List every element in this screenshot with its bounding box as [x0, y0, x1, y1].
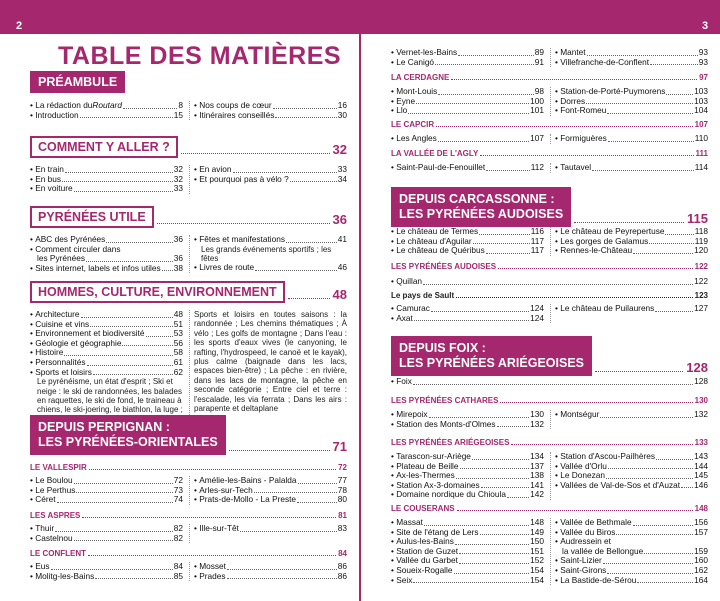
agly-items [391, 163, 708, 173]
toc-column [189, 476, 347, 505]
toc-item[interactable]: • Camurac 124 [391, 303, 544, 313]
toc-item[interactable]: • Massat 148 [391, 517, 544, 527]
toc-column [550, 227, 708, 256]
conflent-items [30, 562, 347, 581]
capcir-items [391, 134, 708, 144]
toc-item[interactable]: la vallée de Bellongue 159 [562, 545, 708, 556]
section-page: 128 [686, 360, 708, 375]
section-page: 48 [332, 287, 347, 302]
page-title: TABLE DES MATIÈRES [58, 42, 342, 70]
toc-note: Les grands événements sportifs ; les fêtes [201, 244, 332, 263]
toc-item[interactable]: • Castelnou 82 [30, 532, 183, 543]
toc-column [550, 134, 708, 144]
subsection-conflent[interactable]: LE CONFLENT 84 [30, 549, 347, 558]
carcassonne-items [391, 227, 708, 256]
toc-item[interactable]: • En voiture 33 [30, 183, 183, 194]
toc-item[interactable]: • Le château d'Aguilar 117 [391, 235, 544, 246]
toc-item[interactable]: • Audressein et [555, 536, 611, 547]
toc-column [189, 524, 347, 543]
left-page [0, 0, 359, 601]
aspres-items [30, 524, 347, 543]
subsection-audoises[interactable]: LES PYRÉNÉES AUDOISES 122 [391, 262, 708, 271]
audoises-items [391, 277, 708, 287]
toc-column [391, 163, 544, 173]
section-title: PYRÉNÉES UTILE [30, 206, 154, 228]
conflent-continued [391, 48, 708, 67]
toc-item[interactable]: les Pyrénées 36 [37, 253, 183, 264]
toc-item[interactable]: • Mirepoix 130 [391, 409, 544, 419]
toc-item[interactable]: • Villefranche-de-Conflent 93 [555, 56, 708, 67]
toc-column [550, 304, 708, 323]
toc-item[interactable]: • Le Canigó 91 [391, 56, 544, 67]
toc-column [550, 518, 708, 585]
vallespir-items [30, 476, 347, 505]
toc-item[interactable]: • Domaine nordique du Chioula 142 [391, 489, 544, 500]
toc-item[interactable]: • Le Perthus 73 [30, 484, 183, 495]
toc-item[interactable]: • Sites internet, labels et infos utiles 38 [30, 262, 183, 273]
toc-column [30, 235, 183, 273]
toc-item[interactable]: • Les Angles 107 [391, 133, 544, 143]
section-perpignan [30, 415, 347, 455]
toc-column [550, 48, 708, 67]
foix-items [391, 377, 708, 387]
toc-column [189, 101, 347, 120]
toc-item[interactable]: • Le château de Puilaurens 127 [555, 303, 708, 313]
top-bar [0, 0, 359, 34]
toc-item[interactable]: • En bus 32 [30, 173, 183, 184]
section-title: PRÉAMBULE [30, 71, 125, 93]
toc-item[interactable]: • Nos coups de cœur 16 [194, 100, 347, 110]
toc-item[interactable]: • Le Boulou 72 [30, 475, 183, 485]
section-title: DEPUIS PERPIGNAN : LES PYRÉNÉES-ORIENTALES [30, 415, 226, 455]
toc-item[interactable]: • Station Ax-3-domaines 141 [391, 479, 544, 490]
toc-item[interactable]: • Les gorges de Galamus 119 [555, 235, 708, 246]
toc-item[interactable]: • Montségur 132 [555, 409, 708, 419]
toc-item[interactable]: • Cuisine et vins 51 [30, 318, 183, 329]
toc-item[interactable]: • Seix 154 [391, 574, 544, 585]
toc-column [391, 277, 708, 287]
toc-item[interactable]: • Céret 74 [30, 494, 183, 505]
subsection-cerdagne[interactable]: LA CERDAGNE 97 [391, 73, 708, 82]
toc-item[interactable]: • Vallée du Garbet 152 [391, 555, 544, 566]
toc-item[interactable]: • Quillan 122 [391, 276, 708, 286]
toc-column [550, 87, 708, 116]
toc-item[interactable]: • Molitg-les-Bains 85 [30, 570, 183, 581]
toc-item[interactable]: • Plateau de Beille 137 [391, 460, 544, 471]
toc-item[interactable]: • Soueix-Rogalle 154 [391, 564, 544, 575]
toc-item[interactable]: • ABC des Pyrénées 36 [30, 234, 183, 244]
subsection-capcir[interactable]: LE CAPCIR 107 [391, 120, 708, 129]
toc-item[interactable]: • Eus 84 [30, 561, 183, 571]
toc-item[interactable]: • Saint-Girons 162 [555, 564, 708, 575]
toc-item[interactable]: • Vallées de Val-de-Sos et d'Auzat 146 [555, 479, 708, 490]
right-content [361, 34, 712, 592]
section-foix [391, 336, 708, 376]
toc-note: Le pyrénéisme, un état d'esprit ; Ski et neige : le ski de randonnées, les balades en raquettes, le ski de fond, le traineau à chiens, le ski-joering, le biathlon, la luge ; [37, 377, 183, 415]
section-carcassonne [391, 187, 708, 227]
toc-item[interactable]: • Livres de route 46 [194, 262, 347, 273]
toc-item[interactable]: • Le château de Quéribus 117 [391, 245, 544, 256]
left-content [8, 34, 359, 592]
toc-item[interactable]: • Fêtes et manifestations 41 [194, 234, 347, 244]
toc-column [550, 452, 708, 500]
toc-note: Sports et loisirs en toutes saisons : la randonnée ; Les chemins thématiques ; À vélo ; Les golfs de montagne ; Dans l'eau : les sports d'eaux vives (le canyoning, le rafting, l'hydrospeed, le canoë et le kayak), plus calme (baignade dans les lacs, espaces bien-être) ; La pêche : en rivière, dans les lacs de montagne, la pêche en seconde catégorie ; Entre ciel et terre : l'escalade, les via ferrata ; Dans les airs : parapente et deltaplane [194, 310, 347, 414]
toc-item[interactable]: • Prades 86 [194, 570, 347, 581]
toc-item[interactable]: • Formiguères 110 [555, 133, 708, 143]
toc-item[interactable]: • Amélie-les-Bains - Palalda 77 [194, 475, 347, 485]
toc-item[interactable]: • Font-Romeu 104 [555, 105, 708, 116]
toc-item[interactable]: • Rennes-le-Château 120 [555, 245, 708, 256]
subsection-couserans[interactable]: LE COUSERANS 148 [391, 504, 708, 513]
cerdagne-items [391, 87, 708, 116]
subsection-cathares[interactable]: LES PYRÉNÉES CATHARES 130 [391, 396, 708, 405]
toc-column [550, 410, 708, 429]
toc-item[interactable]: • Saint-Paul-de-Fenouillet 112 [391, 162, 544, 172]
couserans-items [391, 518, 708, 585]
toc-item[interactable]: • Eyne 100 [391, 95, 544, 106]
toc-item[interactable]: • Dorres 103 [555, 95, 708, 106]
toc-item[interactable]: • La Bastide-de-Sérou 164 [555, 574, 708, 585]
toc-column [30, 310, 183, 415]
toc-item[interactable]: • Mantet 93 [555, 47, 708, 57]
toc-item[interactable]: • Environnement et biodiversité 53 [30, 328, 183, 339]
toc-item[interactable]: • Architecture 48 [30, 309, 183, 319]
toc-item[interactable]: • Sports et loisirs 62 [30, 366, 183, 377]
toc-item[interactable]: • Vallée du Biros 157 [555, 526, 708, 537]
toc-column [189, 310, 347, 415]
toc-item[interactable]: • Ille-sur-Têt 83 [194, 523, 347, 533]
toc-column [391, 134, 544, 144]
toc-column [391, 227, 544, 256]
section-preambule [30, 71, 347, 120]
toc-column [189, 562, 347, 581]
toc-item[interactable]: • En avion 33 [194, 164, 347, 174]
toc-item[interactable]: • Vallée d'Orlu 144 [555, 460, 708, 471]
page-number: 2 [8, 18, 30, 34]
toc-item[interactable]: • Itinéraires conseillés 30 [194, 109, 347, 120]
toc-item[interactable]: • Vernet-les-Bains 89 [391, 47, 544, 57]
toc-item[interactable]: • Mosset 86 [194, 561, 347, 571]
toc-column [189, 165, 347, 194]
ariegeoises-items [391, 452, 708, 500]
section-hommes [30, 281, 347, 415]
subsection-vallespir[interactable]: LE VALLESPIR 72 [30, 463, 347, 472]
toc-column [550, 163, 708, 173]
section-comment-y-aller [30, 136, 347, 194]
subsection-aspres[interactable]: LES ASPRES 81 [30, 511, 347, 520]
right-page [361, 0, 720, 601]
toc-column [391, 87, 544, 116]
toc-item[interactable]: • Thuir 82 [30, 523, 183, 533]
toc-column [30, 562, 183, 581]
toc-item[interactable]: • Le château de Termes 116 [391, 226, 544, 236]
running-head: TABLE DES MATIÈRES [563, 19, 688, 31]
section-page: 71 [332, 439, 347, 454]
toc-item[interactable]: • Station des Monts-d'Olmes 132 [391, 418, 544, 429]
toc-item[interactable]: • Site de l'étang de Lers 149 [391, 526, 544, 537]
toc-column [391, 452, 544, 500]
toc-column [189, 235, 347, 273]
toc-column [30, 165, 183, 194]
toc-item[interactable]: • Mont-Louis 98 [391, 86, 544, 96]
toc-column [30, 524, 183, 543]
toc-item[interactable]: • Station-de-Porté-Puymorens 103 [555, 86, 708, 96]
section-title: COMMENT Y ALLER ? [30, 136, 178, 158]
toc-item[interactable]: • Axat 124 [391, 312, 544, 323]
toc-item[interactable]: • Prats-de-Mollo - La Preste 80 [194, 494, 347, 505]
subsection-ariegeoises[interactable]: LES PYRÉNÉES ARIÉGEOISES 133 [391, 438, 708, 447]
toc-item[interactable]: • Comment circuler dans [30, 243, 121, 254]
toc-column [391, 377, 708, 387]
toc-item[interactable]: • Aulus-les-Bains 150 [391, 536, 544, 547]
toc-item[interactable]: • Géologie et géographie 56 [30, 337, 183, 348]
section-pyrenees-utile [30, 206, 347, 273]
toc-item[interactable]: • La rédaction du Routard 8 [30, 100, 183, 110]
toc-item[interactable]: • Tautavel 114 [555, 162, 708, 172]
toc-column [30, 101, 183, 120]
page-number: 3 [694, 18, 716, 34]
toc-item[interactable]: • Histoire 58 [30, 347, 183, 358]
toc-item[interactable]: • Tarascon-sur-Ariège 134 [391, 451, 544, 461]
section-page: 32 [332, 142, 347, 157]
toc-item[interactable]: • Et pourquoi pas à vélo ? 34 [194, 173, 347, 184]
subsection-agly[interactable]: LA VALLÉE DE L'AGLY 111 [391, 149, 708, 158]
toc-item[interactable]: • Le Donezan 145 [555, 470, 708, 481]
toc-item[interactable]: • Introduction 15 [30, 109, 183, 120]
toc-item[interactable]: • Personnalités 61 [30, 356, 183, 367]
toc-column [30, 476, 183, 505]
section-title: DEPUIS CARCASSONNE : LES PYRÉNÉES AUDOISES [391, 187, 571, 227]
toc-item[interactable]: • Station d'Ascou-Pailhères 143 [555, 451, 708, 461]
section-page: 36 [332, 212, 347, 227]
toc-item[interactable]: • Ax-les-Thermes 138 [391, 470, 544, 481]
subsection-sault[interactable]: Le pays de Sault 123 [391, 291, 708, 300]
toc-item[interactable]: • Vallée de Bethmale 156 [555, 517, 708, 527]
section-page: 115 [687, 211, 708, 226]
toc-column [391, 304, 544, 323]
toc-item[interactable]: • Le château de Peyrepertuse 118 [555, 226, 708, 236]
section-title: DEPUIS FOIX : LES PYRÉNÉES ARIÉGEOISES [391, 336, 592, 376]
toc-item[interactable]: • Arles-sur-Tech 78 [194, 484, 347, 495]
toc-item[interactable]: • Saint-Lizier 160 [555, 555, 708, 566]
toc-item[interactable]: • Station de Guzet 151 [391, 545, 544, 556]
toc-column [391, 48, 544, 67]
cathares-items [391, 410, 708, 429]
toc-column [391, 410, 544, 429]
toc-column [391, 518, 544, 585]
sault-items [391, 304, 708, 323]
section-title: HOMMES, CULTURE, ENVIRONNEMENT [30, 281, 285, 303]
toc-item[interactable]: • Foix 128 [391, 376, 708, 386]
toc-item[interactable]: • Llo 101 [391, 105, 544, 116]
toc-item[interactable]: • En train 32 [30, 164, 183, 174]
